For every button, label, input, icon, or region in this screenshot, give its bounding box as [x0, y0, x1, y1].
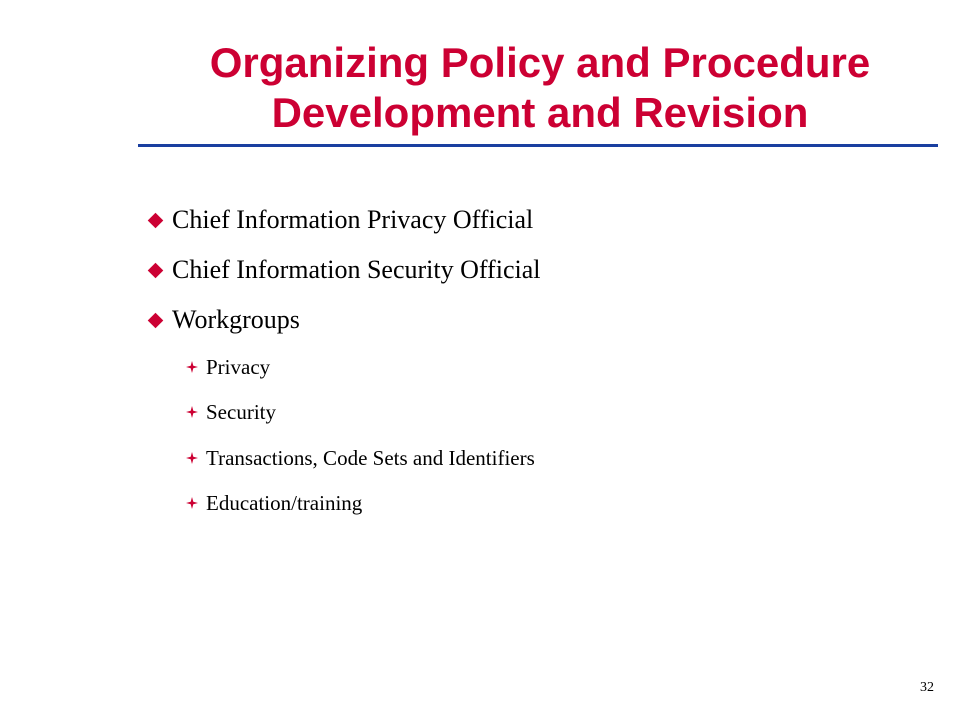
- title-underline: [138, 144, 938, 147]
- diamond-bullet-icon: [148, 262, 164, 278]
- bullet-label: Workgroups: [172, 305, 300, 334]
- bullet-label: Chief Information Privacy Official: [172, 205, 534, 234]
- four-point-star-bullet-icon: [186, 452, 198, 464]
- title-line-1: Organizing Policy and Procedure: [209, 39, 871, 86]
- bullet-item: [150, 204, 533, 236]
- sub-bullet-label: Security: [206, 399, 276, 424]
- slide-title: [140, 38, 940, 138]
- bullet-label: Chief Information Security Official: [172, 255, 541, 284]
- bullet-item: [150, 254, 540, 286]
- sub-bullet-item: [186, 444, 535, 472]
- diamond-bullet-icon: [148, 312, 164, 328]
- bullet-item: [150, 304, 300, 336]
- four-point-star-bullet-icon: [186, 361, 198, 373]
- sub-bullet-item: [186, 489, 362, 517]
- sub-bullet-label: Education/training: [206, 490, 363, 515]
- page-number: 32: [920, 680, 934, 695]
- title-line-2: Development and Revision: [271, 89, 809, 136]
- four-point-star-bullet-icon: [186, 406, 198, 418]
- sub-bullet-item: [186, 353, 270, 381]
- sub-bullet-label: Transactions, Code Sets and Identifiers: [206, 445, 535, 470]
- diamond-bullet-icon: [148, 212, 164, 228]
- sub-bullet-item: [186, 398, 276, 426]
- four-point-star-bullet-icon: [186, 497, 198, 509]
- sub-bullet-label: Privacy: [206, 354, 271, 379]
